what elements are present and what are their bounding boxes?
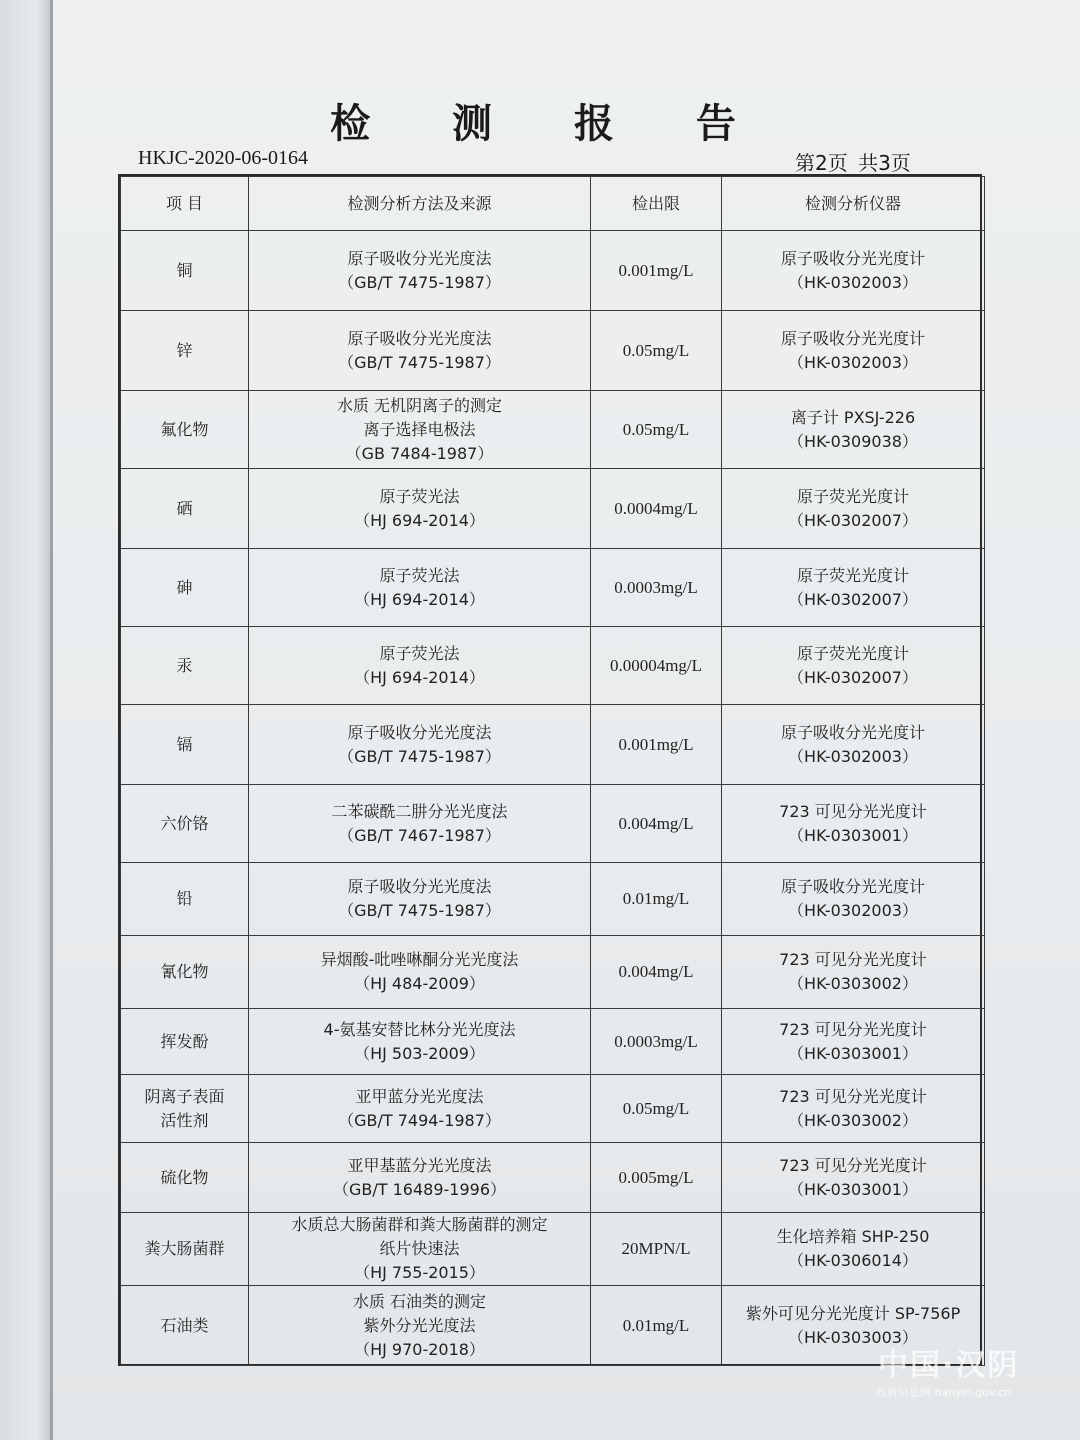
cell-instrument bbox=[722, 1143, 985, 1213]
cell-instrument-line: 723 可见分光光度计 bbox=[779, 801, 927, 821]
cell-method-line: 纸片快速法 bbox=[379, 1239, 460, 1258]
cell-instrument-line: 原子吸收分光光度计 bbox=[780, 722, 925, 742]
report-title: 检 测 报 告 bbox=[330, 101, 770, 147]
report-number: HKJC-2020-06-0164 bbox=[138, 147, 308, 169]
cell-instrument-line: 原子吸收分光光度计 bbox=[780, 248, 925, 268]
cell-method-line: 原子吸收分光光度法 bbox=[347, 722, 492, 742]
cell-instrument-line: （HK-0303003） bbox=[788, 1327, 918, 1347]
watermark-site: 政府信息网 hanyin.gov.cn bbox=[876, 1386, 1012, 1399]
cell-item bbox=[121, 1143, 249, 1213]
left-page-edge bbox=[0, 0, 52, 1440]
column-header-instrument: 检测分析仪器 bbox=[722, 177, 985, 231]
cell-method-line: 水质总大肠菌群和粪大肠菌群的测定 bbox=[291, 1215, 548, 1234]
cell-item-line: 石油类 bbox=[160, 1315, 209, 1335]
table-row bbox=[121, 1213, 985, 1286]
cell-limit: 0.004mg/L bbox=[591, 785, 722, 863]
cell-instrument bbox=[722, 627, 985, 705]
cell-method-line: 原子吸收分光光度法 bbox=[347, 248, 492, 268]
cell-method-line: 原子荧光法 bbox=[379, 486, 460, 506]
cell-instrument-line: （HK-0302007） bbox=[788, 589, 918, 609]
cell-method bbox=[249, 549, 591, 627]
cell-method-line: 4-氨基安替比林分光光度法 bbox=[323, 1019, 516, 1039]
cell-method bbox=[249, 311, 591, 391]
report-table bbox=[120, 176, 985, 1366]
table-row bbox=[121, 391, 985, 469]
cell-instrument-line: 紫外可见分光光度计 SP-756P bbox=[745, 1303, 961, 1323]
table-row bbox=[121, 549, 985, 627]
cell-instrument bbox=[722, 469, 985, 549]
cell-instrument-line: 原子荧光光度计 bbox=[796, 486, 909, 506]
cell-method-line: （HJ 970-2018） bbox=[354, 1339, 485, 1359]
cell-method-line: 原子荧光法 bbox=[379, 565, 460, 585]
cell-instrument-line: （HK-0303001） bbox=[788, 1043, 918, 1063]
watermark-logo: 中国·汉阴 bbox=[878, 1348, 1020, 1383]
cell-item bbox=[121, 311, 249, 391]
table-row bbox=[121, 311, 985, 391]
cell-item bbox=[121, 1286, 249, 1366]
cell-method-line: （GB/T 7494-1987） bbox=[338, 1110, 501, 1130]
cell-instrument-line: 离子计 PXSJ-226 bbox=[790, 407, 916, 427]
cell-limit: 0.001mg/L bbox=[591, 231, 722, 311]
cell-item-line: 氰化物 bbox=[160, 962, 209, 981]
cell-limit: 0.00004mg/L bbox=[591, 627, 722, 705]
table-row bbox=[121, 627, 985, 705]
cell-method bbox=[249, 936, 591, 1009]
cell-instrument-line: （HK-0302003） bbox=[788, 272, 918, 292]
cell-instrument-line: （HK-0303002） bbox=[788, 974, 918, 993]
cell-instrument-line: （HK-0306014） bbox=[788, 1251, 918, 1270]
cell-limit: 0.0003mg/L bbox=[591, 549, 722, 627]
cell-instrument-line: 原子荧光光度计 bbox=[796, 565, 909, 585]
cell-instrument-line: 原子吸收分光光度计 bbox=[780, 328, 925, 348]
cell-method bbox=[249, 863, 591, 936]
cell-limit: 0.01mg/L bbox=[591, 1286, 722, 1366]
cell-method-line: 水质 无机阴离子的测定 bbox=[336, 395, 503, 415]
cell-item bbox=[121, 391, 249, 469]
cell-item bbox=[121, 231, 249, 311]
cell-method-line: （HJ 503-2009） bbox=[354, 1043, 485, 1063]
cell-method-line: （GB/T 7467-1987） bbox=[338, 825, 501, 845]
cell-instrument-line: （HK-0303001） bbox=[788, 1179, 918, 1199]
cell-method-line: 紫外分光光度法 bbox=[363, 1315, 476, 1335]
page-info: 第2页 共3页 bbox=[795, 151, 911, 175]
cell-limit: 0.001mg/L bbox=[591, 705, 722, 785]
cell-instrument bbox=[722, 231, 985, 311]
cell-item bbox=[121, 1009, 249, 1075]
table-row bbox=[121, 231, 985, 311]
cell-item bbox=[121, 469, 249, 549]
cell-method bbox=[249, 1213, 591, 1286]
cell-instrument-line: （HK-0309038） bbox=[788, 431, 918, 451]
cell-limit: 0.01mg/L bbox=[591, 863, 722, 936]
cell-method-line: 亚甲蓝分光光度法 bbox=[355, 1086, 484, 1106]
cell-method bbox=[249, 1075, 591, 1143]
cell-method-line: 原子荧光法 bbox=[379, 643, 460, 663]
cell-instrument-line: 原子荧光光度计 bbox=[796, 643, 909, 663]
cell-method-line: （HJ 694-2014） bbox=[354, 589, 485, 609]
cell-method bbox=[249, 1009, 591, 1075]
cell-item-line: 硫化物 bbox=[160, 1167, 209, 1187]
cell-instrument bbox=[722, 785, 985, 863]
cell-instrument-line: （HK-0302007） bbox=[788, 667, 918, 687]
cell-instrument-line: （HK-0303001） bbox=[788, 825, 918, 845]
table-row bbox=[121, 785, 985, 863]
cell-item bbox=[121, 705, 249, 785]
cell-method bbox=[249, 705, 591, 785]
cell-method-line: （GB/T 16489-1996） bbox=[332, 1179, 507, 1199]
cell-item bbox=[121, 1213, 249, 1286]
cell-method bbox=[249, 231, 591, 311]
cell-item bbox=[121, 785, 249, 863]
cell-instrument-line: （HK-0302003） bbox=[788, 901, 918, 920]
cell-method bbox=[249, 627, 591, 705]
cell-instrument-line: （HK-0303002） bbox=[788, 1110, 918, 1130]
cell-method-line: 原子吸收分光光度法 bbox=[347, 328, 492, 348]
cell-instrument bbox=[722, 549, 985, 627]
cell-method-line: 异烟酸-吡唑啉酮分光光度法 bbox=[320, 950, 519, 969]
cell-item-line: 六价铬 bbox=[160, 813, 209, 833]
cell-method bbox=[249, 785, 591, 863]
cell-instrument bbox=[722, 1009, 985, 1075]
cell-method-line: （HJ 484-2009） bbox=[354, 974, 485, 993]
column-header-method: 检测分析方法及来源 bbox=[249, 177, 591, 231]
cell-instrument-line: 生化培养箱 SHP-250 bbox=[776, 1227, 930, 1246]
table-row bbox=[121, 469, 985, 549]
table-row bbox=[121, 1143, 985, 1213]
table-header-row bbox=[121, 177, 985, 231]
cell-item bbox=[121, 936, 249, 1009]
cell-limit: 0.004mg/L bbox=[591, 936, 722, 1009]
cell-limit: 20MPN/L bbox=[591, 1213, 722, 1286]
cell-instrument bbox=[722, 311, 985, 391]
cell-instrument bbox=[722, 705, 985, 785]
cell-instrument bbox=[722, 863, 985, 936]
cell-item-line: 阴离子表面 bbox=[144, 1086, 225, 1106]
column-header-limit: 检出限 bbox=[591, 177, 722, 231]
cell-method-line: （GB/T 7475-1987） bbox=[338, 352, 501, 372]
cell-instrument-line: （HK-0302003） bbox=[788, 352, 918, 372]
cell-item bbox=[121, 863, 249, 936]
cell-method-line: （GB/T 7475-1987） bbox=[338, 746, 501, 766]
table-body bbox=[121, 231, 985, 1366]
cell-item-line: 氟化物 bbox=[160, 419, 209, 439]
cell-item-line: 砷 bbox=[176, 577, 193, 597]
cell-item-line: 铜 bbox=[176, 260, 193, 280]
cell-item-line: 粪大肠菌群 bbox=[144, 1239, 225, 1258]
cell-item-line: 锌 bbox=[176, 340, 193, 360]
cell-limit: 0.0003mg/L bbox=[591, 1009, 722, 1075]
cell-instrument-line: 原子吸收分光光度计 bbox=[780, 877, 925, 896]
cell-method bbox=[249, 1143, 591, 1213]
cell-item-line: 硒 bbox=[176, 498, 193, 518]
cell-method-line: （HJ 755-2015） bbox=[354, 1263, 485, 1282]
cell-item-line: 镉 bbox=[176, 734, 193, 754]
cell-limit: 0.05mg/L bbox=[591, 311, 722, 391]
cell-instrument-line: 723 可见分光光度计 bbox=[779, 1155, 927, 1175]
cell-instrument-line: （HK-0302007） bbox=[788, 510, 918, 530]
cell-instrument bbox=[722, 1213, 985, 1286]
cell-method-line: 二苯碳酰二肼分光光度法 bbox=[331, 801, 508, 821]
cell-item-line: 汞 bbox=[176, 655, 193, 675]
cell-instrument bbox=[722, 391, 985, 469]
cell-item-line: 挥发酚 bbox=[160, 1031, 209, 1051]
cell-item-line: 铅 bbox=[176, 889, 193, 908]
cell-limit: 0.05mg/L bbox=[591, 1075, 722, 1143]
cell-item bbox=[121, 549, 249, 627]
cell-item bbox=[121, 627, 249, 705]
cell-method-line: （GB/T 7475-1987） bbox=[338, 901, 501, 920]
cell-instrument bbox=[722, 1075, 985, 1143]
table-row bbox=[121, 863, 985, 936]
cell-method-line: （HJ 694-2014） bbox=[354, 510, 485, 530]
cell-method-line: （GB 7484-1987） bbox=[345, 443, 494, 463]
report-table-frame bbox=[118, 174, 982, 1366]
cell-instrument-line: 723 可见分光光度计 bbox=[779, 950, 927, 969]
table-row bbox=[121, 1009, 985, 1075]
cell-instrument-line: （HK-0302003） bbox=[788, 746, 918, 766]
cell-method bbox=[249, 391, 591, 469]
cell-method-line: （HJ 694-2014） bbox=[354, 667, 485, 687]
cell-limit: 0.0004mg/L bbox=[591, 469, 722, 549]
table-row bbox=[121, 1286, 985, 1366]
cell-instrument-line: 723 可见分光光度计 bbox=[779, 1086, 927, 1106]
cell-item bbox=[121, 1075, 249, 1143]
cell-method bbox=[249, 1286, 591, 1366]
column-header-item: 项 目 bbox=[121, 177, 249, 231]
table-row bbox=[121, 1075, 985, 1143]
table-row bbox=[121, 936, 985, 1009]
cell-item-line: 活性剂 bbox=[160, 1110, 209, 1130]
cell-method-line: 原子吸收分光光度法 bbox=[347, 877, 492, 896]
cell-method-line: 水质 石油类的测定 bbox=[352, 1291, 487, 1311]
cell-limit: 0.05mg/L bbox=[591, 391, 722, 469]
cell-method bbox=[249, 469, 591, 549]
cell-instrument-line: 723 可见分光光度计 bbox=[779, 1019, 927, 1039]
cell-limit: 0.005mg/L bbox=[591, 1143, 722, 1213]
cell-instrument bbox=[722, 936, 985, 1009]
cell-method-line: 亚甲基蓝分光光度法 bbox=[347, 1155, 492, 1175]
cell-method-line: （GB/T 7475-1987） bbox=[338, 272, 501, 292]
cell-method-line: 离子选择电极法 bbox=[363, 419, 476, 439]
table-row bbox=[121, 705, 985, 785]
